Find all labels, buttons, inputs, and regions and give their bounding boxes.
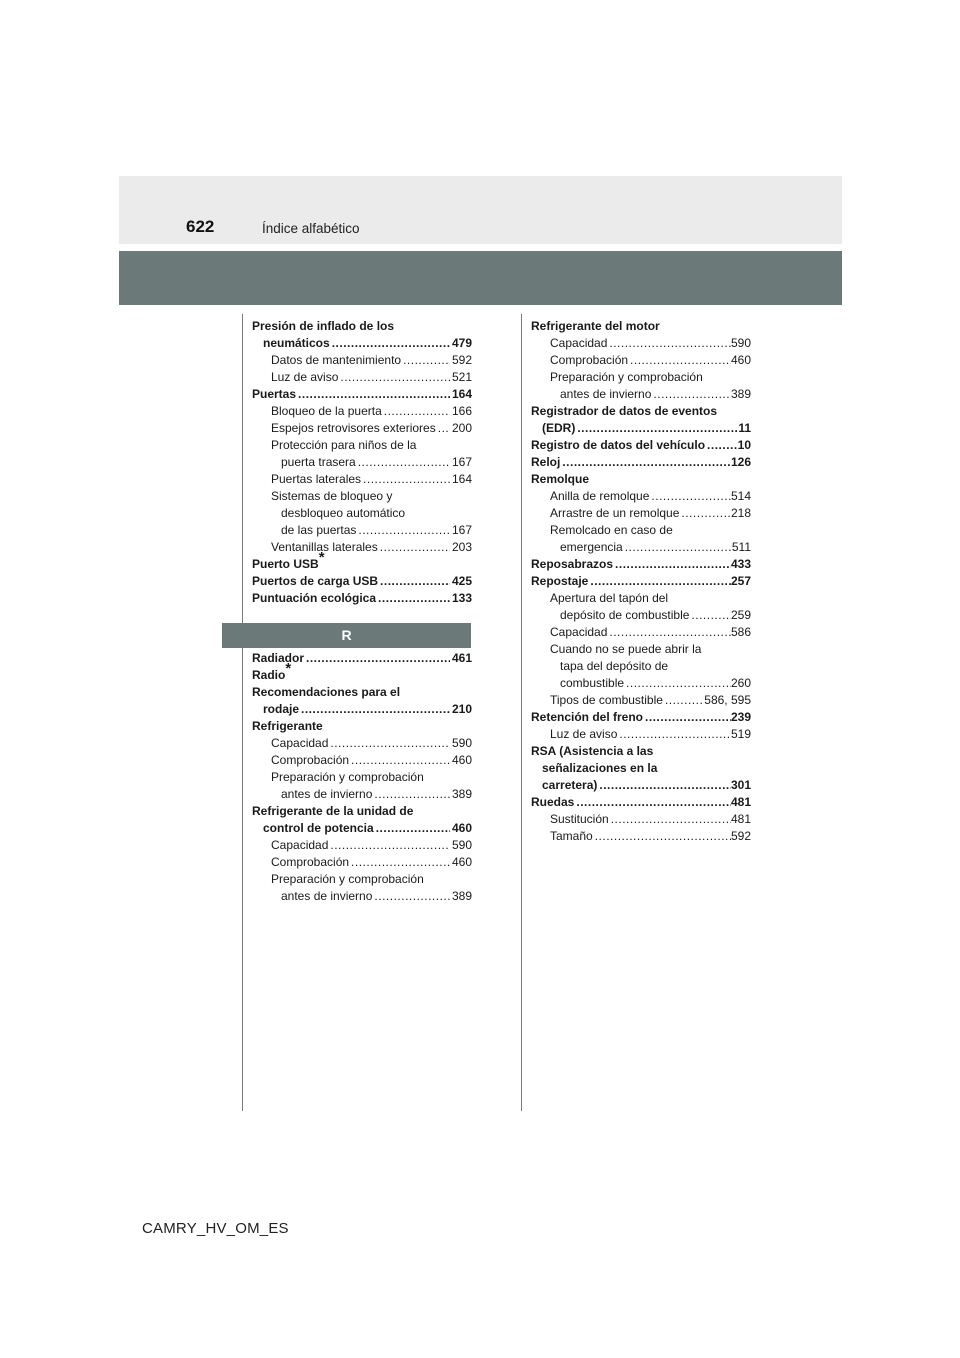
index-entry: [531, 743, 751, 760]
index-entry: [252, 735, 472, 752]
index-entry-text: Capacidad: [271, 838, 329, 852]
dot-leader: [577, 420, 738, 437]
index-entry: [531, 539, 751, 556]
dot-leader: [651, 488, 731, 505]
index-entry: [252, 335, 472, 352]
dot-leader: [358, 522, 450, 539]
index-entry-page: 460: [451, 855, 472, 869]
dot-leader: [376, 820, 450, 837]
index-entry-text: Luz de aviso: [271, 370, 339, 384]
index-entry-text: Cuando no se puede abrir la: [550, 642, 702, 656]
index-entry-page: 592: [730, 829, 751, 843]
index-entry-page: 511: [731, 540, 751, 554]
index-entry-text: Recomendaciones para el: [252, 685, 401, 699]
index-entry-page: 460: [730, 353, 751, 367]
asterisk-note: *: [318, 549, 325, 566]
index-entry: [531, 794, 751, 811]
index-entry: [531, 471, 751, 488]
index-entry: [531, 624, 751, 641]
index-entry: [531, 641, 751, 658]
index-entry-page: 389: [451, 889, 472, 903]
dot-leader: [363, 471, 450, 488]
header-gray-bar: [119, 251, 842, 305]
dot-leader: [645, 709, 731, 726]
index-entry: [531, 386, 751, 403]
index-entry-text: Refrigerante: [252, 719, 323, 733]
dot-leader: [351, 752, 450, 769]
dot-leader: [615, 556, 731, 573]
index-entry: [252, 684, 472, 701]
index-entry: [252, 701, 472, 718]
index-entry: [252, 437, 472, 454]
index-entry: [252, 752, 472, 769]
index-entry-page: 126: [730, 455, 751, 469]
index-entry-text: Refrigerante de la unidad de: [252, 804, 414, 818]
index-entry-text: neumáticos: [263, 336, 330, 350]
dot-leader: [306, 650, 450, 667]
dot-leader: [609, 624, 731, 641]
asterisk-note: *: [285, 660, 292, 677]
dot-leader: [562, 454, 731, 471]
index-entry-page: 514: [730, 489, 751, 503]
index-entry-page: 239: [730, 710, 751, 724]
index-entry: [531, 760, 751, 777]
index-entry-text: Refrigerante del motor: [531, 319, 660, 333]
index-entry: [531, 454, 751, 471]
index-entry: [531, 658, 751, 675]
index-entry-page: 218: [730, 506, 751, 520]
index-entry: [531, 335, 751, 352]
dot-leader: [619, 726, 731, 743]
index-entry-text: Capacidad: [271, 736, 329, 750]
index-entry: [252, 590, 472, 607]
index-entry-text: emergencia: [560, 540, 623, 554]
dot-leader: [298, 386, 450, 403]
index-entry-text: Arrastre de un remolque: [550, 506, 680, 520]
index-entry-text: carretera): [542, 778, 598, 792]
dot-leader: [609, 335, 731, 352]
index-entry-text: Registrador de datos de eventos: [531, 404, 718, 418]
dot-leader: [380, 573, 450, 590]
index-entry-text: Capacidad: [550, 336, 608, 350]
index-column-right: [531, 318, 751, 845]
index-entry-text: Comprobación: [271, 753, 350, 767]
index-entry-text: RSA (Asistencia a las: [531, 744, 654, 758]
index-entry: [531, 777, 751, 794]
dot-leader: [599, 777, 731, 794]
index-entry-text: Remolque: [531, 472, 590, 486]
index-entry: [252, 871, 472, 888]
index-entry: [531, 369, 751, 386]
dot-leader: [438, 420, 450, 437]
dot-leader: [630, 352, 731, 369]
dot-leader: [340, 369, 450, 386]
index-entry-text: Sustitución: [550, 812, 609, 826]
dot-leader: [374, 786, 450, 803]
index-entry-text: Tamaño: [550, 829, 593, 843]
index-entry-text: Espejos retrovisores exteriores: [271, 421, 436, 435]
index-entry-text: combustible: [560, 676, 625, 690]
dot-leader: [681, 505, 731, 522]
index-entry-text: Puertas: [252, 387, 297, 401]
index-entry: [531, 709, 751, 726]
index-entry: [531, 505, 751, 522]
index-entry: [252, 573, 472, 590]
dot-leader: [330, 837, 450, 854]
dot-leader: [707, 437, 738, 454]
index-entry-text: antes de invierno: [560, 387, 652, 401]
document-code: CAMRY_HV_OM_ES: [142, 1220, 289, 1237]
index-entry: [252, 888, 472, 905]
index-entry-text: puerta trasera: [281, 455, 356, 469]
column-divider-rule: [521, 314, 522, 1111]
index-entry-text: control de potencia: [263, 821, 374, 835]
index-entry-page: 167: [451, 523, 472, 537]
index-entry-text: Radio: [252, 668, 286, 682]
dot-leader: [384, 403, 450, 420]
index-entry: [252, 660, 472, 684]
index-entry-page: 586: [730, 625, 751, 639]
index-entry-page: 133: [451, 591, 472, 605]
index-entry-page: 425: [451, 574, 472, 588]
dot-leader: [590, 573, 731, 590]
index-entry-page: 481: [730, 795, 751, 809]
index-entry: [531, 488, 751, 505]
index-entry-text: Repostaje: [531, 574, 589, 588]
index-entry-text: (EDR): [542, 421, 576, 435]
index-entry-page: 301: [730, 778, 751, 792]
dot-leader: [358, 454, 450, 471]
index-entry-page: 460: [451, 753, 472, 767]
index-entry: [252, 539, 472, 556]
index-entry-page: 10: [737, 438, 751, 452]
index-entry-text: Puerto USB: [252, 557, 319, 571]
index-entry: [252, 505, 472, 522]
index-entry-text: Protección para niños de la: [271, 438, 417, 452]
dot-leader: [691, 607, 731, 624]
index-entry: [252, 854, 472, 871]
index-entry: [252, 718, 472, 735]
index-entry: [531, 828, 751, 845]
index-entry: [531, 352, 751, 369]
index-entry-text: Preparación y comprobación: [271, 872, 424, 886]
index-entry-text: Apertura del tapón del: [550, 591, 669, 605]
index-entry-text: Preparación y comprobación: [271, 770, 424, 784]
index-entry: [252, 352, 472, 369]
index-entry-text: Puertos de carga USB: [252, 574, 379, 588]
index-entry-page: 586, 595: [704, 693, 751, 707]
index-entry-page: 389: [451, 787, 472, 801]
index-entry: [531, 437, 751, 454]
index-entry-text: rodaje: [263, 702, 300, 716]
dot-leader: [332, 335, 450, 352]
index-entry-page: 164: [451, 387, 472, 401]
section-title: Índice alfabético: [262, 221, 360, 236]
index-entry-page: 479: [451, 336, 472, 350]
index-entry: [252, 522, 472, 539]
index-entry: [531, 692, 751, 709]
index-entry-page: 461: [451, 651, 472, 665]
index-column-left-bottom: [252, 650, 472, 905]
index-entry-text: Sistemas de bloqueo y: [271, 489, 393, 503]
index-entry: [531, 403, 751, 420]
index-entry-page: 592: [451, 353, 472, 367]
index-entry-text: Puertas laterales: [271, 472, 362, 486]
index-entry-page: 200: [451, 421, 472, 435]
index-entry-page: 481: [730, 812, 751, 826]
index-entry-text: Radiador: [252, 651, 305, 665]
index-entry-text: antes de invierno: [281, 787, 373, 801]
index-entry: [531, 573, 751, 590]
index-entry-text: Ruedas: [531, 795, 575, 809]
index-entry-text: Anilla de remolque: [550, 489, 650, 503]
index-entry-page: 519: [730, 727, 751, 741]
index-entry-page: 166: [451, 404, 472, 418]
index-entry-text: depósito de combustible: [560, 608, 690, 622]
index-entry-text: Remolcado en caso de: [550, 523, 673, 537]
index-column-left-top: [252, 318, 472, 607]
index-entry: [252, 318, 472, 335]
index-entry: [252, 769, 472, 786]
dot-leader: [625, 539, 732, 556]
index-entry-text: de las puertas: [281, 523, 357, 537]
index-entry-page: 11: [738, 421, 751, 435]
dot-leader: [653, 386, 731, 403]
left-margin-rule: [242, 314, 243, 1111]
index-entry-text: Reposabrazos: [531, 557, 614, 571]
index-entry-page: 210: [451, 702, 472, 716]
index-entry: [252, 386, 472, 403]
index-entry: [252, 454, 472, 471]
header-band: [119, 176, 842, 244]
dot-leader: [378, 590, 450, 607]
page-number: 622: [186, 217, 215, 236]
index-entry-page: 389: [730, 387, 751, 401]
dot-leader: [611, 811, 731, 828]
index-entry-text: Luz de aviso: [550, 727, 618, 741]
index-entry-page: 164: [451, 472, 472, 486]
index-entry: [252, 786, 472, 803]
dot-leader: [330, 735, 450, 752]
index-entry-text: Puntuación ecológica: [252, 591, 377, 605]
index-entry-page: 167: [451, 455, 472, 469]
index-entry: [531, 556, 751, 573]
index-entry: [531, 590, 751, 607]
index-entry-page: 257: [730, 574, 751, 588]
index-entry-text: Comprobación: [271, 855, 350, 869]
index-entry: [252, 420, 472, 437]
index-entry-text: Retención del freno: [531, 710, 644, 724]
index-entry-text: Ventanillas laterales: [271, 540, 378, 554]
index-entry-text: Registro de datos del vehículo: [531, 438, 706, 452]
index-entry-text: Datos de mantenimiento: [271, 353, 402, 367]
index-entry-text: Bloqueo de la puerta: [271, 404, 382, 418]
dot-leader: [665, 692, 704, 709]
index-entry: [252, 803, 472, 820]
index-entry-text: Preparación y comprobación: [550, 370, 703, 384]
index-entry: [531, 726, 751, 743]
index-entry: [531, 522, 751, 539]
index-entry: [252, 369, 472, 386]
dot-leader: [595, 828, 731, 845]
dot-leader: [351, 854, 450, 871]
index-entry: [531, 607, 751, 624]
index-entry-page: 590: [451, 838, 472, 852]
index-entry: [531, 675, 751, 692]
index-entry: [252, 471, 472, 488]
index-entry-page: 521: [451, 370, 472, 384]
dot-leader: [626, 675, 731, 692]
index-entry-text: Reloj: [531, 455, 561, 469]
index-entry-page: 203: [451, 540, 472, 554]
index-entry-text: antes de invierno: [281, 889, 373, 903]
index-entry-page: 460: [451, 821, 472, 835]
index-entry-text: señalizaciones en la: [542, 761, 658, 775]
index-entry-text: Presión de inflado de los: [252, 319, 395, 333]
index-entry-page: 260: [730, 676, 751, 690]
index-entry-text: tapa del depósito de: [560, 659, 669, 673]
index-entry-page: 259: [730, 608, 751, 622]
index-entry: [252, 403, 472, 420]
dot-leader: [380, 539, 450, 556]
letter-heading-r: R: [222, 623, 471, 648]
index-entry-text: Capacidad: [550, 625, 608, 639]
dot-leader: [576, 794, 731, 811]
index-entry: [252, 549, 472, 573]
index-entry: [531, 318, 751, 335]
index-entry-text: desbloqueo automático: [281, 506, 406, 520]
index-entry: [252, 820, 472, 837]
index-entry-page: 590: [451, 736, 472, 750]
index-entry: [252, 837, 472, 854]
index-entry-text: Tipos de combustible: [550, 693, 663, 707]
index-entry: [531, 811, 751, 828]
dot-leader: [301, 701, 450, 718]
dot-leader: [374, 888, 450, 905]
dot-leader: [403, 352, 450, 369]
index-entry-text: Comprobación: [550, 353, 629, 367]
index-entry-page: 433: [730, 557, 751, 571]
index-entry: [531, 420, 751, 437]
index-entry: [252, 488, 472, 505]
index-entry-page: 590: [730, 336, 751, 350]
